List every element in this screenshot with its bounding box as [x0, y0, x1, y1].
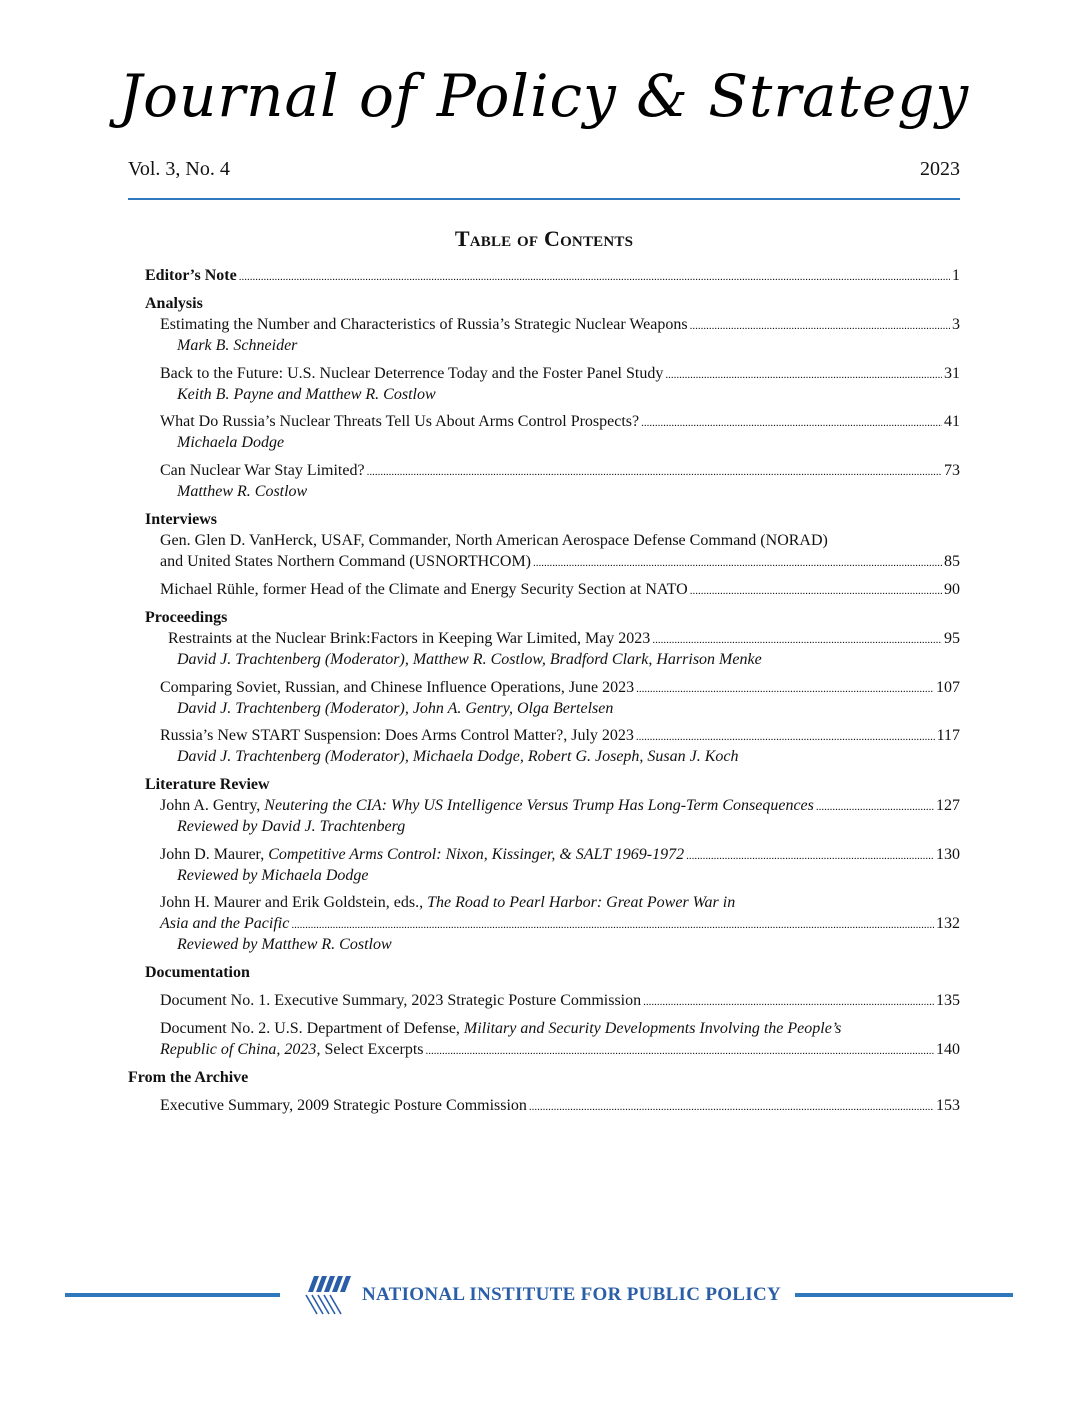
entry-title-line1[interactable] [160, 892, 735, 913]
entry-authors: Michaela Dodge [177, 434, 285, 451]
entry-page: 73 [944, 462, 960, 479]
entry-page: 90 [944, 581, 960, 598]
entry-page: 117 [936, 727, 960, 744]
leader-dots [690, 581, 942, 602]
publisher-name: NATIONAL INSTITUTE FOR PUBLIC POLICY [362, 1284, 782, 1305]
leader-dots [291, 915, 934, 936]
toc-entry[interactable] [160, 1039, 960, 1060]
entry-title: Can Nuclear War Stay Limited? [160, 462, 365, 479]
entry-title: Michael Rühle, former Head of the Climate and Energy Security Section at NATO [160, 581, 688, 598]
volume-issue: Vol. 3, No. 4 [128, 158, 230, 180]
leader-dots [367, 462, 942, 483]
section-heading-analysis: Analysis [145, 295, 203, 312]
toc-entry[interactable] [160, 1095, 960, 1116]
entry-author: John A. Gentry, [160, 797, 265, 814]
publication-year: 2023 [920, 158, 960, 180]
entry-title: What Do Russia’s Nuclear Threats Tell Us About Arms Control Prospects? [160, 413, 640, 430]
leader-dots [665, 365, 942, 386]
entry-reviewer: Reviewed by David J. Trachtenberg [177, 818, 406, 835]
entry-italic-title-line1: Military and Security Developments Involving the People’s [463, 1020, 842, 1037]
entry-page: 41 [944, 413, 960, 430]
toc-entry[interactable] [160, 460, 960, 481]
section-heading-literature-review: Literature Review [145, 776, 270, 793]
header-rule [128, 198, 960, 200]
entry-page: 140 [936, 1041, 960, 1058]
leader-dots [690, 316, 950, 337]
striped-emblem-icon [300, 1276, 352, 1316]
entry-authors: Matthew R. Costlow [177, 483, 308, 500]
toc-entry[interactable] [160, 579, 960, 600]
leader-dots [636, 727, 935, 748]
entry-reviewer: Reviewed by Matthew R. Costlow [177, 936, 392, 953]
entry-book-title-line1: The Road to Pearl Harbor: Great Power War in [427, 894, 736, 911]
toc-entry[interactable] [160, 913, 960, 934]
leader-dots [636, 679, 934, 700]
entry-authors: Keith B. Payne and Matthew R. Costlow [177, 386, 436, 403]
entry-title-line1[interactable] [160, 1018, 841, 1039]
entry-book-title: Neutering the CIA: Why US Intelligence Versus Trump Has Long-Term Consequences [264, 797, 814, 814]
entry-authors: David J. Trachtenberg (Moderator), Matthew R. Costlow, Bradford Clark, Harrison Menke [177, 651, 762, 668]
toc-entry[interactable] [160, 844, 960, 865]
leader-dots [686, 846, 934, 867]
toc-entry[interactable] [160, 551, 960, 572]
entry-page: 3 [952, 316, 960, 333]
toc-entry[interactable] [168, 628, 960, 649]
entry-page: 130 [936, 846, 960, 863]
section-heading-interviews: Interviews [145, 511, 217, 528]
section-heading-documentation: Documentation [145, 964, 250, 981]
leader-dots [816, 797, 934, 818]
entry-title: Restraints at the Nuclear Brink:Factors in Keeping War Limited, May 2023 [168, 630, 651, 647]
entry-title: Executive Summary, 2009 Strategic Posture Commission [160, 1097, 527, 1114]
entry-reviewer: Reviewed by Michaela Dodge [177, 867, 369, 884]
entry-title-line2: and United States Northern Command (USNORTHCOM) [160, 553, 531, 570]
footer-rule-left [65, 1293, 280, 1297]
leader-dots [641, 413, 942, 434]
masthead: Journal of Policy & Strategy [118, 62, 970, 130]
leader-dots [643, 992, 934, 1013]
leader-dots [239, 267, 950, 288]
footer-rule-right [795, 1293, 1013, 1297]
toc-entry-editors-note[interactable] [145, 265, 960, 286]
entry-book-title: Competitive Arms Control: Nixon, Kissinger, & SALT 1969-1972 [268, 846, 685, 863]
toc-entry[interactable] [160, 411, 960, 432]
entry-page: 107 [936, 679, 960, 696]
entry-page: 95 [944, 630, 960, 647]
entry-authors: David J. Trachtenberg (Moderator), John A. Gentry, Olga Bertelsen [177, 700, 614, 717]
leader-dots [652, 630, 942, 651]
leader-dots [426, 1041, 934, 1062]
toc-entry[interactable] [160, 990, 960, 1011]
entry-authors: Mark B. Schneider [177, 337, 298, 354]
toc-heading: Table of Contents [454, 226, 634, 251]
entry-title-line1[interactable]: Gen. Glen D. VanHerck, USAF, Commander, North American Aerospace Defense Command (NORAD) [160, 532, 828, 549]
toc-entry[interactable] [160, 677, 960, 698]
entry-author: John D. Maurer, [160, 846, 269, 863]
entry-author: John H. Maurer and Erik Goldstein, eds., [160, 894, 428, 911]
toc-entry[interactable] [160, 314, 960, 335]
entry-page: 127 [936, 797, 960, 814]
entry-title: Comparing Soviet, Russian, and Chinese Influence Operations, June 2023 [160, 679, 635, 696]
entry-page: 31 [944, 365, 960, 382]
entry-page: 153 [936, 1097, 960, 1114]
entry-page: 132 [936, 915, 960, 932]
entry-suffix: , Select Excerpts [316, 1041, 424, 1058]
entry-authors: David J. Trachtenberg (Moderator), Michaela Dodge, Robert G. Joseph, Susan J. Koch [177, 748, 739, 765]
section-heading-proceedings: Proceedings [145, 609, 228, 626]
entry-title: Document No. 1. Executive Summary, 2023 Strategic Posture Commission [160, 992, 642, 1009]
leader-dots [533, 553, 942, 574]
leader-dots [529, 1097, 934, 1118]
section-heading-archive: From the Archive [128, 1069, 249, 1086]
entry-title: Russia’s New START Suspension: Does Arms Control Matter?, July 2023 [160, 727, 634, 744]
toc-entry[interactable] [160, 363, 960, 384]
entry-title: Editor’s Note [145, 267, 237, 284]
entry-prefix: Document No. 2. U.S. Department of Defense, [160, 1020, 464, 1037]
entry-page: 1 [952, 267, 960, 284]
entry-italic-title-line2: Republic of China, 2023 [160, 1041, 317, 1058]
entry-title: Back to the Future: U.S. Nuclear Deterrence Today and the Foster Panel Study [160, 365, 664, 382]
entry-book-title-line2: Asia and the Pacific [160, 915, 290, 932]
toc-entry[interactable] [160, 795, 960, 816]
entry-title: Estimating the Number and Characteristics of Russia’s Strategic Nuclear Weapons [160, 316, 688, 333]
toc-entry[interactable] [160, 725, 960, 746]
entry-page: 85 [944, 553, 960, 570]
entry-page: 135 [936, 992, 960, 1009]
